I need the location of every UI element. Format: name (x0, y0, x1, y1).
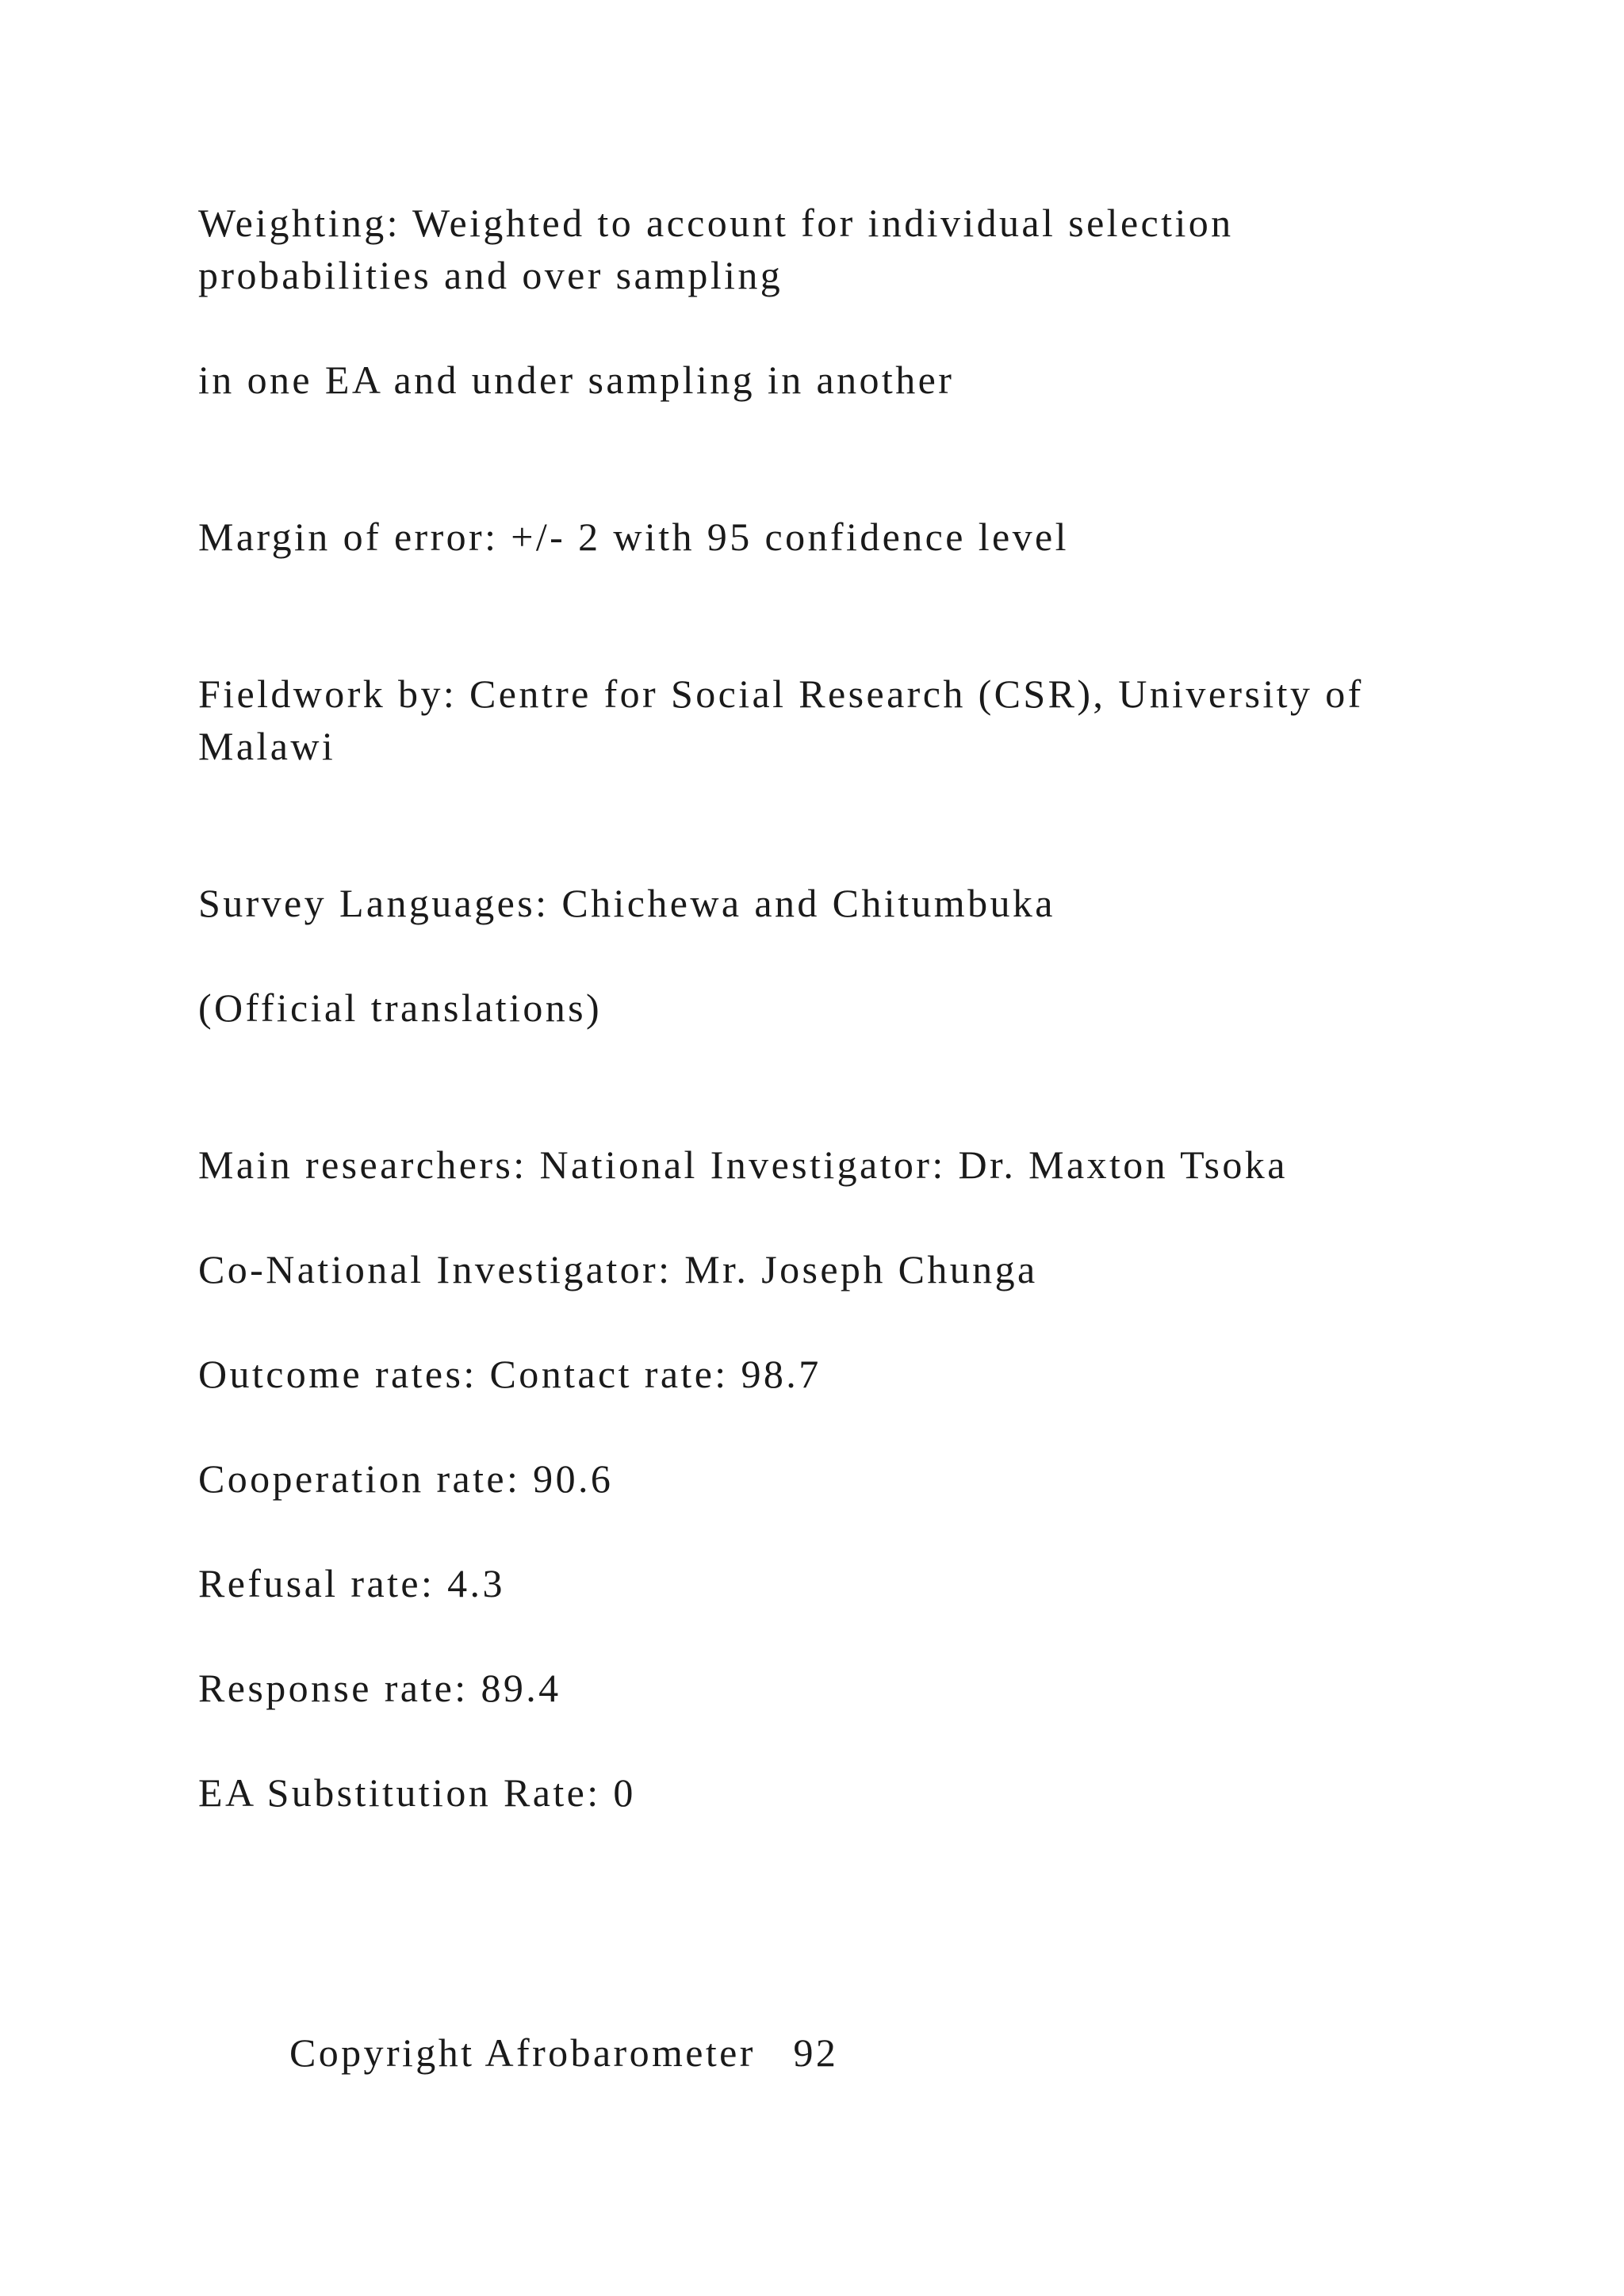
fieldwork-line-2: Malawi (198, 724, 336, 768)
response-rate-line: Response rate: 89.4 (198, 1666, 561, 1710)
weighting-line-1: Weighting: Weighted to account for individual selection (198, 201, 1234, 245)
refusal-rate-line: Refusal rate: 4.3 (198, 1561, 505, 1605)
co-investigator-line: Co-National Investigator: Mr. Joseph Chunga (198, 1247, 1038, 1292)
weighting-line-2: probabilities and over sampling (198, 253, 783, 297)
main-researchers-line: Main researchers: National Investigator: Dr. Maxton Tsoka (198, 1142, 1288, 1187)
fieldwork-line-1: Fieldwork by: Centre for Social Research (CSR), University of (198, 672, 1364, 716)
page-footer (289, 2026, 838, 2079)
page-number: 92 (793, 2030, 839, 2075)
weighting-line-3: in one EA and under sampling in another (198, 358, 955, 402)
contact-rate-line: Outcome rates: Contact rate: 98.7 (198, 1352, 822, 1396)
cooperation-rate-line: Cooperation rate: 90.6 (198, 1456, 614, 1501)
survey-languages-line: Survey Languages: Chichewa and Chitumbuka (198, 881, 1055, 925)
copyright-text: Copyright Afrobarometer (289, 2030, 756, 2075)
margin-of-error-line: Margin of error: +/- 2 with 95 confidence level (198, 515, 1069, 559)
translations-line: (Official translations) (198, 985, 603, 1030)
ea-substitution-line: EA Substitution Rate: 0 (198, 1770, 636, 1815)
